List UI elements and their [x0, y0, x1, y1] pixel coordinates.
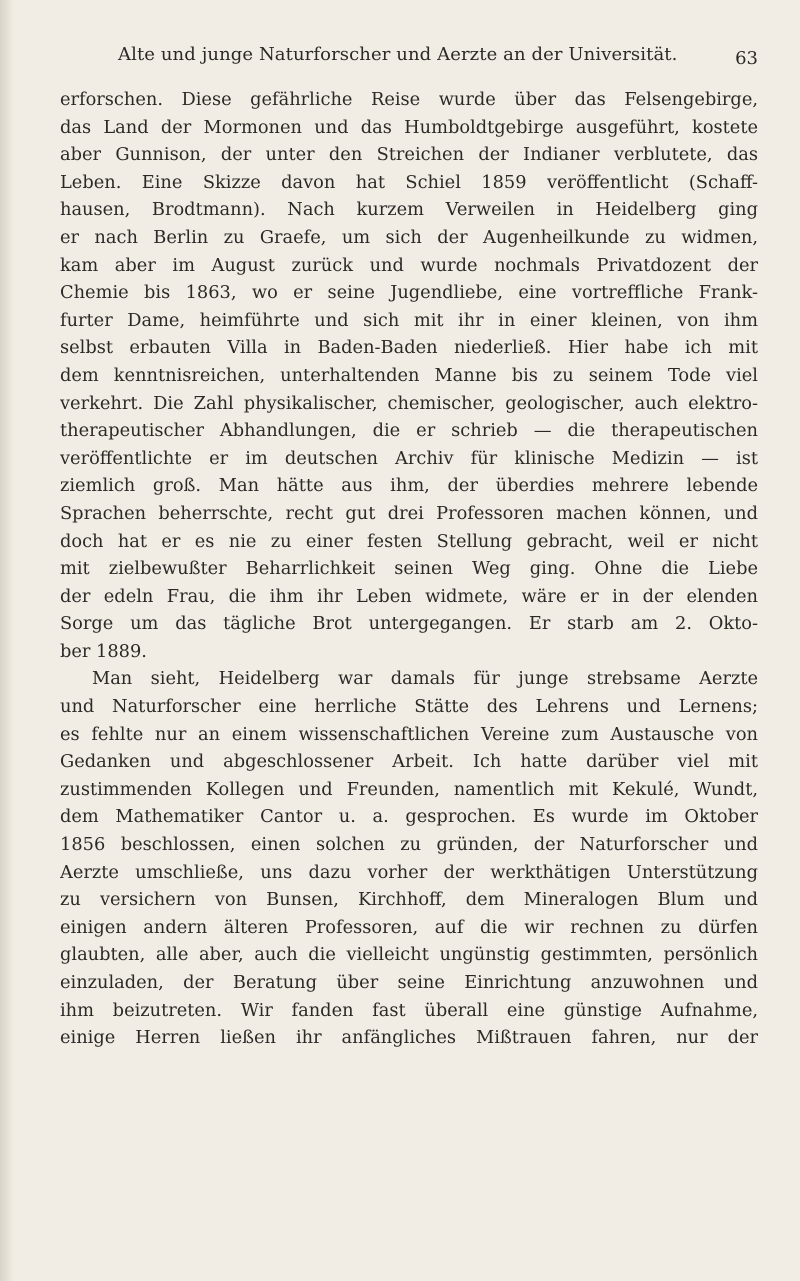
text-line: furter Dame, heimführte und sich mit ihr in einer kleinen, von ihm — [60, 309, 758, 331]
page-gutter-shadow — [0, 0, 14, 1281]
text-line: Leben. Eine Skizze davon hat Schiel 1859 veröffentlicht (Schaff- — [60, 171, 758, 193]
text-line: Sprachen beherrschte, recht gut drei Professoren machen können, und — [60, 502, 758, 524]
text-line: dem Mathematiker Cantor u. a. gesprochen. Es wurde im Oktober — [60, 806, 758, 828]
text-line: therapeutischer Abhandlungen, die er schrieb — die therapeutischen — [60, 420, 758, 442]
text-line: hausen, Brodtmann). Nach kurzem Verweilen in Heidelberg ging — [60, 199, 758, 221]
text-line: mit zielbewußter Beharrlichkeit seinen Weg ging. Ohne die Liebe — [60, 558, 758, 580]
text-line: 1856 beschlossen, einen solchen zu gründen, der Naturforscher und — [60, 834, 758, 856]
text-line: veröffentlichte er im deutschen Archiv für klinische Medizin — ist — [60, 447, 758, 469]
text-line: und Naturforscher eine herrliche Stätte des Lehrens und Lernens; — [60, 696, 758, 718]
text-line: ziemlich groß. Man hätte aus ihm, der überdies mehrere lebende — [60, 475, 758, 497]
body-text — [60, 86, 758, 1052]
text-line: verkehrt. Die Zahl physikalischer, chemischer, geologischer, auch elektro- — [60, 392, 758, 414]
text-line: es fehlte nur an einem wissenschaftlichen Vereine zum Austausche von — [60, 723, 758, 745]
page-number: 63 — [735, 48, 758, 69]
text-line: Sorge um das tägliche Brot untergegangen. Er starb am 2. Okto- — [60, 613, 758, 635]
text-line: Man sieht, Heidelberg war damals für junge strebsame Aerzte — [92, 668, 758, 690]
text-line: kam aber im August zurück und wurde nochmals Privatdozent der — [60, 254, 758, 276]
text-line: selbst erbauten Villa in Baden-Baden niederließ. Hier habe ich mit — [60, 337, 758, 359]
text-line: Gedanken und abgeschlossener Arbeit. Ich hatte darüber viel mit — [60, 751, 758, 773]
text-line: aber Gunnison, der unter den Streichen der Indianer verblutete, das — [60, 144, 758, 166]
text-line: dem kenntnisreichen, unterhaltenden Manne bis zu seinem Tode viel — [60, 364, 758, 386]
running-head — [118, 44, 758, 78]
text-line: doch hat er es nie zu einer festen Stellung gebracht, weil er nicht — [60, 530, 758, 552]
text-line: erforschen. Diese gefährliche Reise wurde über das Felsengebirge, — [60, 89, 758, 110]
text-line: zustimmenden Kollegen und Freunden, namentlich mit Kekulé, Wundt, — [60, 778, 758, 800]
text-line: er nach Berlin zu Graefe, um sich der Augenheilkunde zu widmen, — [60, 226, 758, 248]
text-line: der edeln Frau, die ihm ihr Leben widmete, wäre er in der elenden — [60, 585, 758, 607]
text-line: einzuladen, der Beratung über seine Einrichtung anzuwohnen und — [60, 972, 758, 993]
text-line: einige Herren ließen ihr anfängliches Mißtrauen fahren, nur der — [60, 1027, 758, 1049]
text-line: zu versichern von Bunsen, Kirchhoff, dem Mineralogen Blum und — [60, 889, 758, 911]
running-title: Alte und junge Naturforscher und Aerzte an der Universität. — [118, 44, 678, 65]
text-line: einigen andern älteren Professoren, auf die wir rechnen zu dürfen — [60, 916, 758, 938]
text-line: Aerzte umschließe, uns dazu vorher der werkthätigen Unterstützung — [60, 861, 758, 883]
paragraph-1 — [60, 86, 758, 665]
text-line: glaubten, alle aber, auch die vielleicht ungünstig gestimmten, persönlich — [60, 944, 758, 966]
text-line: ber 1889. — [60, 640, 147, 662]
text-line: ihm beizutreten. Wir fanden fast überall eine günstige Aufnahme, — [60, 999, 758, 1021]
text-line: Chemie bis 1863, wo er seine Jugendliebe, eine vortreffliche Frank- — [60, 282, 758, 304]
paragraph-2 — [60, 665, 758, 1051]
text-line: das Land der Mormonen und das Humboldtgebirge ausgeführt, kostete — [60, 116, 758, 138]
